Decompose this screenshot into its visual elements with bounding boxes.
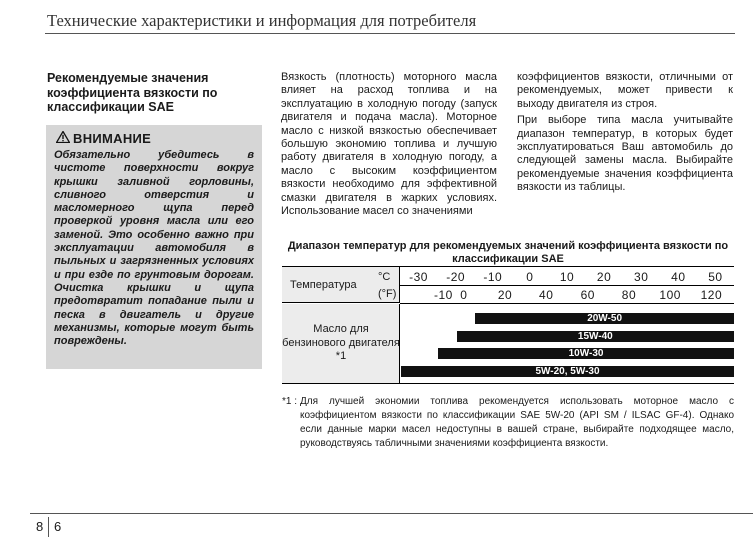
celsius-tick-label: 50 [708,270,723,284]
celsius-tick-label: -20 [446,270,466,284]
viscosity-bar: 15W-40 [457,331,734,342]
scale-divider [400,285,734,286]
section-heading: Рекомендуемые значения коэффициента вязкости по классификации SAE [47,71,218,114]
warning-title [56,131,151,146]
celsius-tick-label: -30 [409,270,428,284]
celsius-tick-label: 30 [634,270,649,284]
footnote-mark: *1 : [282,396,298,407]
fahrenheit-tick-label: 40 [539,288,554,302]
page-number-separator [48,517,49,537]
celsius-tick-label: -10 [483,270,503,284]
fahrenheit-tick-label: 60 [580,288,595,302]
page-number: 6 [54,519,62,534]
warning-box [46,125,262,369]
fahrenheit-tick-label: -10 [433,288,453,302]
fahrenheit-tick-label: 100 [659,288,681,302]
body-column-1: Вязкость (плотность) моторного масла влияет на расход топлива и на эксплуатацию в холодную погоду (запуск двигателя и подача масла). Моторное масло с низкой вязкостью обеспечивает большую экономию топлива и лучшую работу двигателя в холодную погоду, а масло с высоким коэффициентом вязкости необходимо для эффективной смазки двигателя в жарких условиях. Использование масел со значениями [281,71,497,218]
body-paragraph: При выборе типа масла учитывайте диапазон температур, в которых будет эксплуатироваться Ваш автомобиль до следующей замены масла. Выбирайте рекомендуемые значения коэффициента вязкости из таблицы. [517,114,733,194]
warning-title-text: ВНИМАНИЕ [73,131,152,146]
viscosity-table-title: Диапазон температур для рекомендуемых значений коэффициента вязкости по классификации SAE [287,240,729,265]
body-column-2 [517,71,733,198]
celsius-tick-label: 40 [671,270,686,284]
fahrenheit-tick-label: 20 [497,288,513,302]
viscosity-bar: 10W-30 [438,348,734,359]
fahrenheit-tick-label: 120 [700,288,723,302]
viscosity-bar: 5W-20, 5W-30 [401,366,734,377]
temperature-label: Температура [290,279,357,291]
celsius-tick-label: 20 [596,270,612,284]
warning-text: Обязательно убедитесь в чистоте поверхности вокруг крышки заливной горловины, сливного отверстия и масломерного щупа перед проверкой уровня масла или его заменой. Это особенно важно при эксплуатации автомобиля в пыльных и загрязненных условиях и при езде по грунтовым дорогам. Очистка крышки и щупа предотвратит попадание пыли и песка в двигатель и другие механизмы, которые могут быть повреждены. [54,149,254,348]
temperature-label-cell [282,267,400,303]
body-paragraph: коэффициентов вязкости, отличными от рекомендуемых, может привести к выходу двигателя из строя. [517,71,733,110]
fahrenheit-tick-label: 0 [460,288,468,302]
celsius-tick-label: 10 [559,270,575,284]
fahrenheit-tick-label: 80 [621,288,637,302]
viscosity-table [282,266,734,384]
engine-label: Масло для бензинового двигателя *1 [282,323,400,362]
warning-triangle-icon [56,131,70,146]
footnote-text: Для лучшей экономии топлива рекомендуется использовать моторное масло с коэффициентом вязкости по классификации SAE 5W-20 (API SM / ILSAC GF-4). Однако если данные марки масел недоступны в вашей стране, выбирайте подходящее масло, руководствуясь табличными значениями коэффициента вязкости. [300,396,734,449]
celsius-tick-label: 0 [526,270,534,284]
page-header-title: Технические характеристики и информация для потребителя [47,11,477,30]
header-divider [45,33,735,34]
page-number-section: 8 [36,519,44,534]
celsius-unit: °C [378,271,391,283]
footer-divider [30,513,753,514]
fahrenheit-unit: (°F) [378,288,397,300]
engine-label-cell [282,304,400,383]
viscosity-bar: 20W-50 [475,313,734,324]
